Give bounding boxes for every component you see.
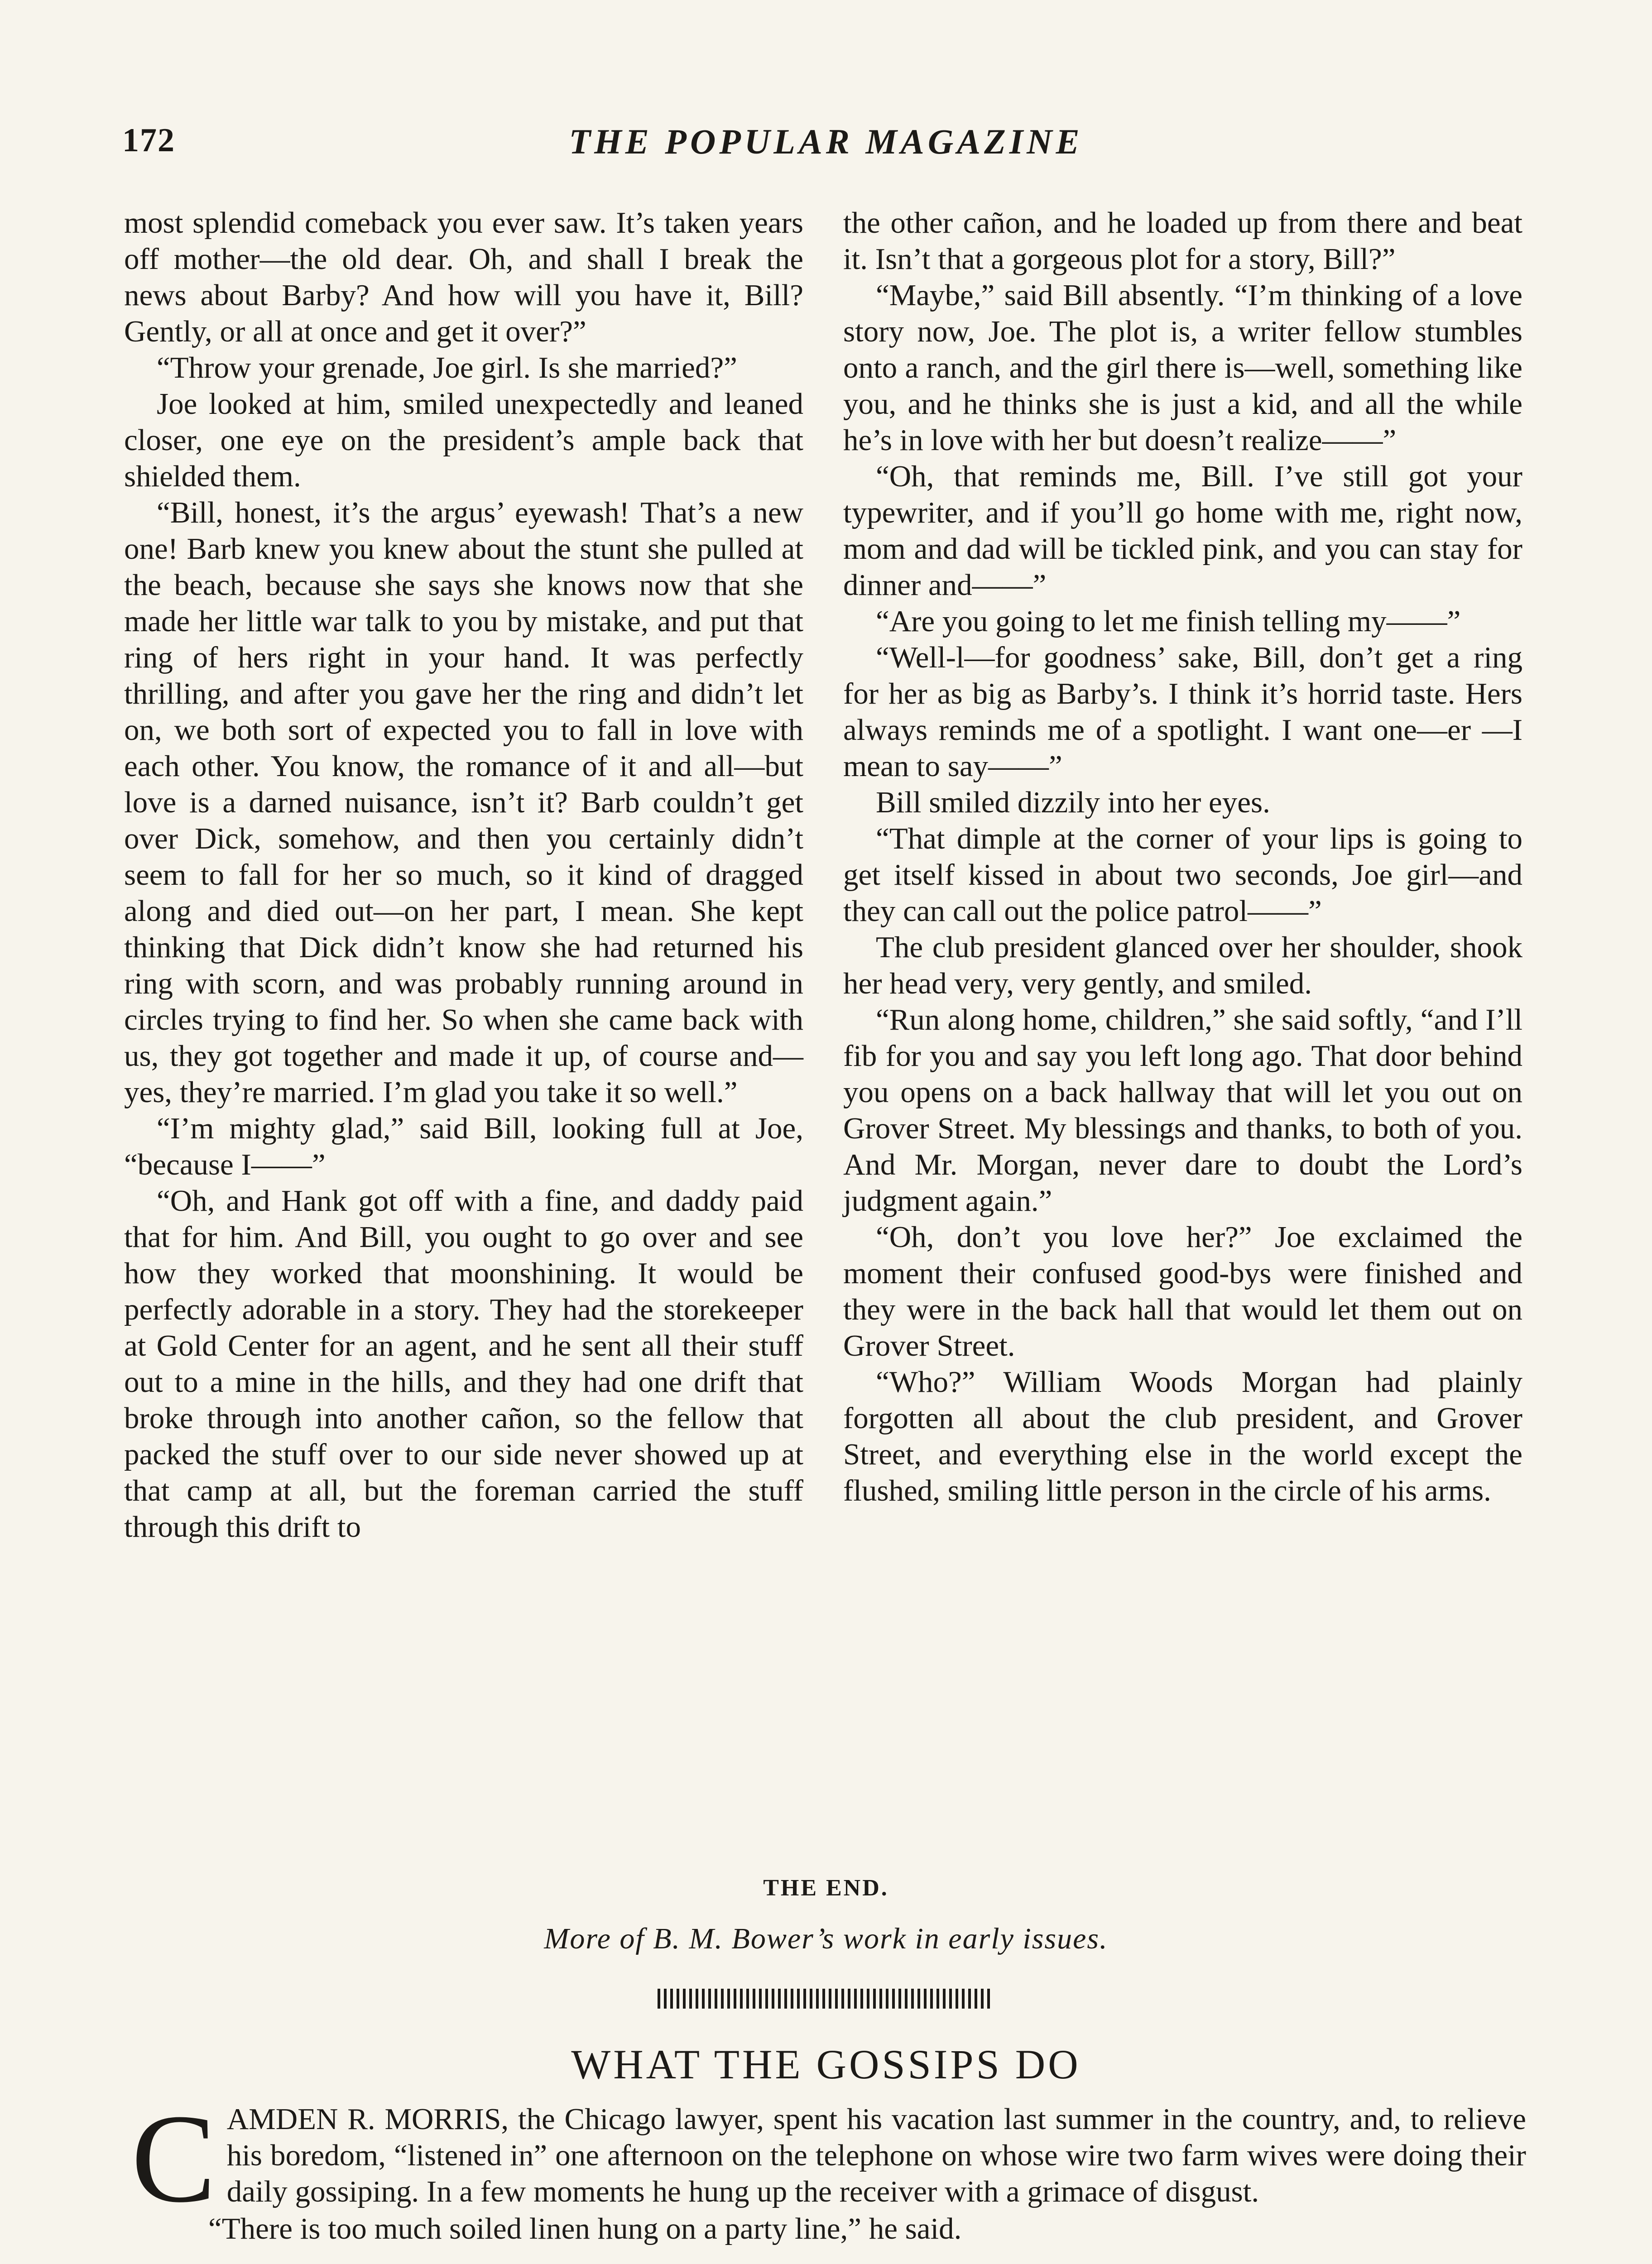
paragraph: the other cañon, and he loaded up from there and beat it. Isn’t that a gorgeous plot for a story, Bill?”: [843, 206, 1522, 276]
page-header: [122, 121, 1530, 171]
paragraph: “I’m mighty glad,” said Bill, looking full at Joe, “because I——”: [124, 1112, 803, 1181]
paragraph: “Oh, that reminds me, Bill. I’ve still got your typewriter, and if you’ll go home with me, right now, mom and dad will be tickled pink, and you can stay for dinner and——”: [843, 460, 1522, 602]
story-text: AMDEN R. MORRIS, the Chicago lawyer, spent his vacation last summer in the country, and, to relieve his boredom, “listened in” one afternoon on the telephone on whose wire two farm wives were doing their daily gossiping. In a few moments he hung up the receiver with a grimace of disgust.: [226, 2102, 1526, 2208]
story-paragraph: “There is too much soiled linen hung on a party line,” he said.: [208, 2212, 962, 2245]
section-divider-ornament: [658, 1989, 993, 2009]
paragraph: “Run along home, children,” she said softly, “and I’ll fib for you and say you left long ago. That door behind you opens on a back hallway that will let you out on Grover Street. My blessings and thanks, to both of you. And Mr. Morgan, never dare to doubt the Lord’s judgment again.”: [843, 1003, 1522, 1218]
paragraph: most splendid comeback you ever saw. It’s taken years off mother—the old dear. Oh, and shall I break the news about Barby? And how will you have it, Bill? Gently, or all at once and get it over?”: [124, 206, 803, 348]
paragraph: “Bill, honest, it’s the argus’ eyewash! That’s a new one! Barb knew you knew about the stunt she pulled at the beach, because she says she knows now that she made her little war talk to you by mistake, and put that ring of hers right in your hand. It was perfectly thrilling, and after you gave her the ring and didn’t let on, we both sort of expected you to fall in love with each other. You know, the romance of it and all—but love is a darned nuisance, isn’t it? Barb couldn’t get over Dick, somehow, and then you certainly didn’t seem to fall for her so much, so it kind of dragged along and died out—on her part, I mean. She kept thinking that Dick didn’t know she had returned his ring with scorn, and was probably running around in circles trying to find her. So when she came back with us, they got together and made it up, of course and—yes, they’re married. I’m glad you take it so well.”: [124, 496, 803, 1109]
paragraph: “Oh, don’t you love her?” Joe exclaimed the moment their confused good-bys were finished and they were in the back hall that would let them out on Grover Street.: [843, 1220, 1522, 1362]
page-number: 172: [122, 122, 175, 159]
paragraph: “Oh, and Hank got off with a fine, and daddy paid that for him. And Bill, you ought to go over and see how they worked that moonshining. It would be perfectly adorable in a story. They had the storekeeper at Gold Center for an agent, and he sent all their stuff out to a mine in the hills, and they had one drift that broke through into another cañon, so the fellow that packed the stuff over to our side never showed up at that camp at all, but the foreman carried the stuff through this drift to: [124, 1184, 803, 1544]
paragraph: “Are you going to let me finish telling my——”: [876, 604, 1461, 638]
paragraph: “Who?” William Woods Morgan had plainly forgotten all about the club president, and Grover Street, and everything else in the world except the flushed, smiling little person in the circle of his arms.: [843, 1365, 1522, 1507]
the-end-label: THE END.: [763, 1875, 889, 1901]
paragraph: The club president glanced over her shoulder, shook her head very, very gently, and smiled.: [843, 931, 1522, 1000]
drop-cap: C: [131, 2088, 216, 2229]
paragraph: “Throw your grenade, Joe girl. Is she married?”: [157, 351, 737, 384]
story-body: [131, 2088, 1526, 2247]
section-title: WHAT THE GOSSIPS DO: [571, 2041, 1081, 2087]
paragraph: Bill smiled dizzily into her eyes.: [876, 786, 1270, 819]
running-head: THE POPULAR MAGAZINE: [569, 122, 1083, 161]
paragraph: “Maybe,” said Bill absently. “I’m thinking of a love story now, Joe. The plot is, a writer fellow stumbles onto a ranch, and the girl there is—well, something like you, and he thinks she is just a kid, and all the while he’s in love with her but doesn’t realize——”: [843, 278, 1522, 457]
paragraph: “Well-l—for goodness’ sake, Bill, don’t get a ring for her as big as Barby’s. I think it’s horrid taste. Hers always reminds me of a spotlight. I want one—er —I mean to say——”: [843, 641, 1522, 783]
paragraph: “That dimple at the corner of your lips is going to get itself kissed in about two seconds, Joe girl—and they can call out the police patrol——”: [843, 822, 1522, 928]
left-column: [124, 205, 803, 1545]
paragraph: Joe looked at him, smiled unexpectedly and leaned closer, one eye on the president’s ample back that shielded them.: [124, 387, 803, 493]
right-column: [843, 205, 1522, 1509]
more-of-note: More of B. M. Bower’s work in early issues.: [544, 1922, 1108, 1955]
